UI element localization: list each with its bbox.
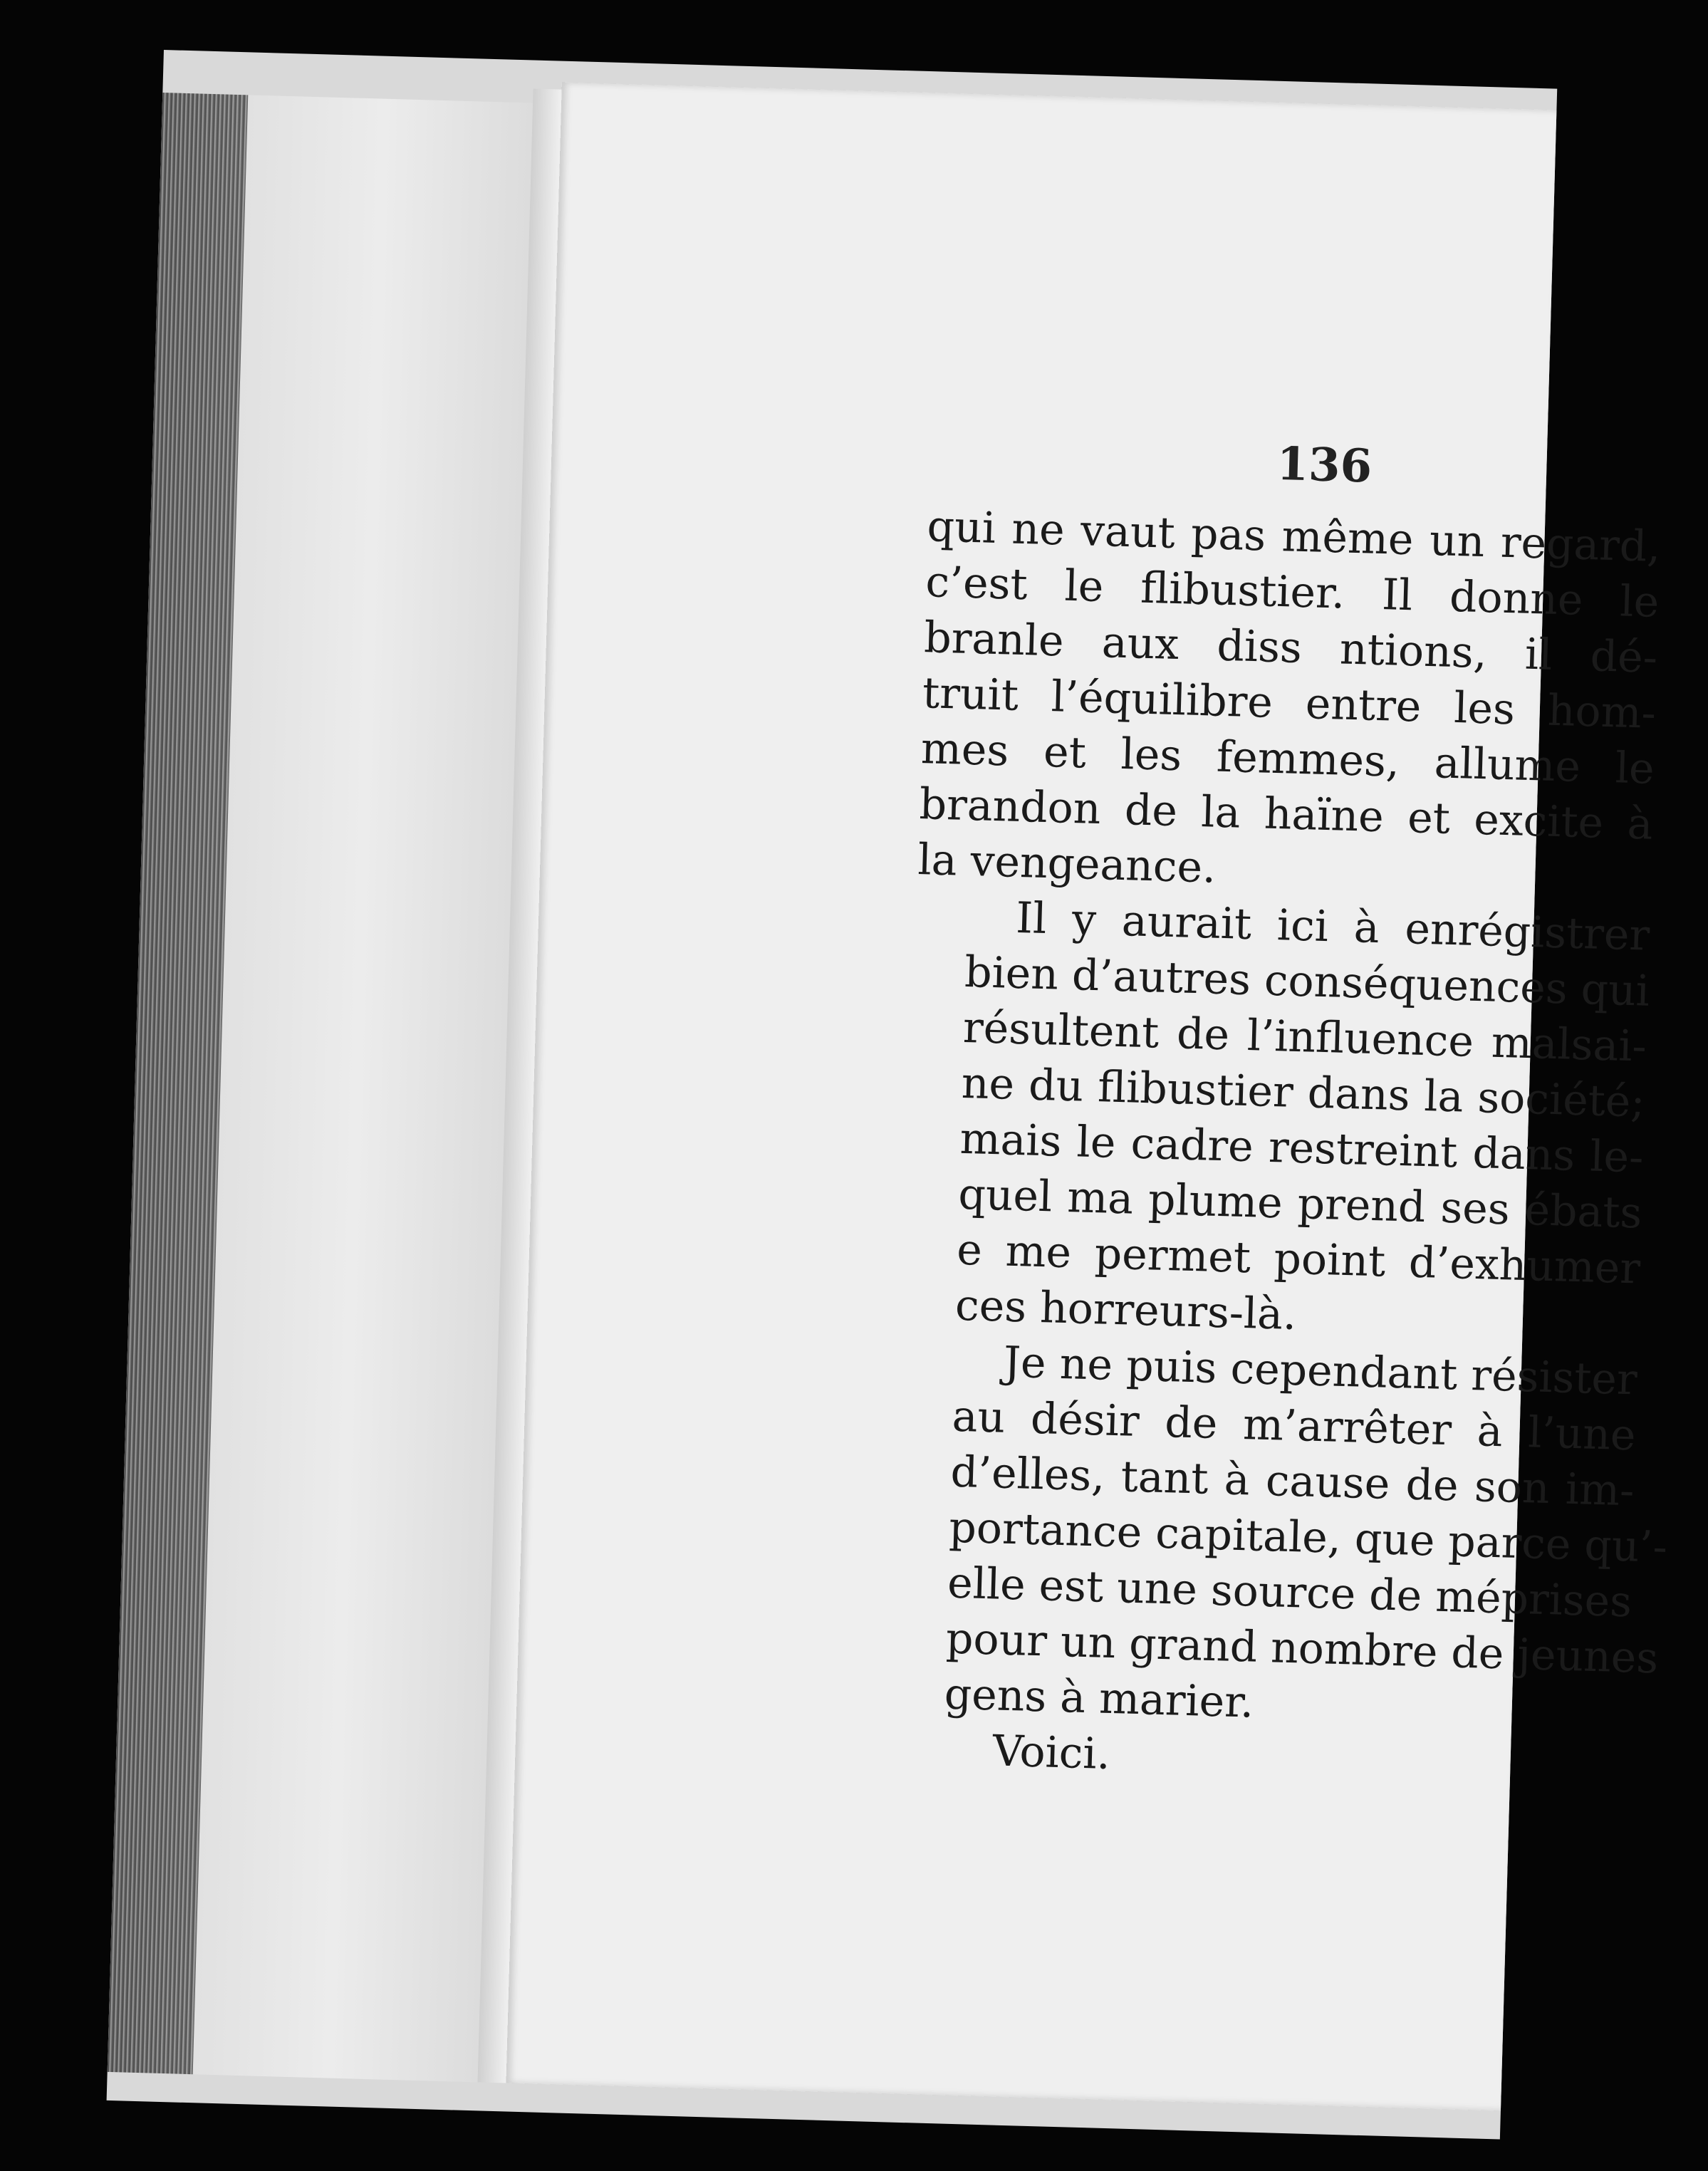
- text-line: pour un grand nombre de jeunes: [945, 1613, 1660, 1684]
- text-line: elle est une source de méprises: [947, 1558, 1633, 1628]
- book-page: [506, 83, 1668, 2111]
- paragraph: [905, 887, 1650, 1353]
- text-line: qui ne vaut pas même un regard,: [926, 501, 1662, 572]
- text-line: Je ne puis cependant résister: [1003, 1337, 1638, 1405]
- book: [107, 50, 1668, 2140]
- paragraph: [894, 1332, 1668, 1742]
- text-line: la vengeance.: [917, 835, 1217, 893]
- page-stack-edge: [108, 93, 533, 2082]
- text-line: branle aux diss ntions, il dé-: [923, 613, 1658, 683]
- text-line: au désir de m’arrêter à l’une: [951, 1391, 1637, 1461]
- text-line: bien d’autres conséquences qui: [964, 947, 1650, 1016]
- text-line: ces horreurs-là.: [954, 1280, 1298, 1340]
- text-line: brandon de la haïne et excite à: [918, 779, 1654, 850]
- text-line: Voici.: [991, 1726, 1111, 1780]
- text-line: résultent de l’influence malsai-: [962, 1002, 1647, 1072]
- page-number: 136: [1276, 437, 1373, 494]
- text-line: quel ma plume prend ses ébats: [957, 1169, 1643, 1239]
- paragraph: [917, 499, 1662, 908]
- text-line: mais le cadre restreint dans le-: [959, 1113, 1645, 1183]
- text-line: gens à marier.: [943, 1669, 1255, 1728]
- text-line: Il y aurait ici à enrégistrer: [1015, 892, 1651, 961]
- text-line: c’est le flibustier. Il donne le: [925, 557, 1660, 628]
- text-line: ne du flibustier dans la société;: [960, 1058, 1646, 1128]
- text-line: e me permet point d’exhumer: [956, 1224, 1641, 1294]
- text-block: [892, 499, 1668, 1796]
- text-line: truit l’équilibre entre les hom-: [922, 668, 1657, 739]
- text-line: portance capitale, que parce qu’-: [948, 1502, 1668, 1573]
- text-line: d’elles, tant à cause de son im-: [949, 1447, 1635, 1516]
- text-line: mes et les femmes, allume le: [920, 724, 1655, 794]
